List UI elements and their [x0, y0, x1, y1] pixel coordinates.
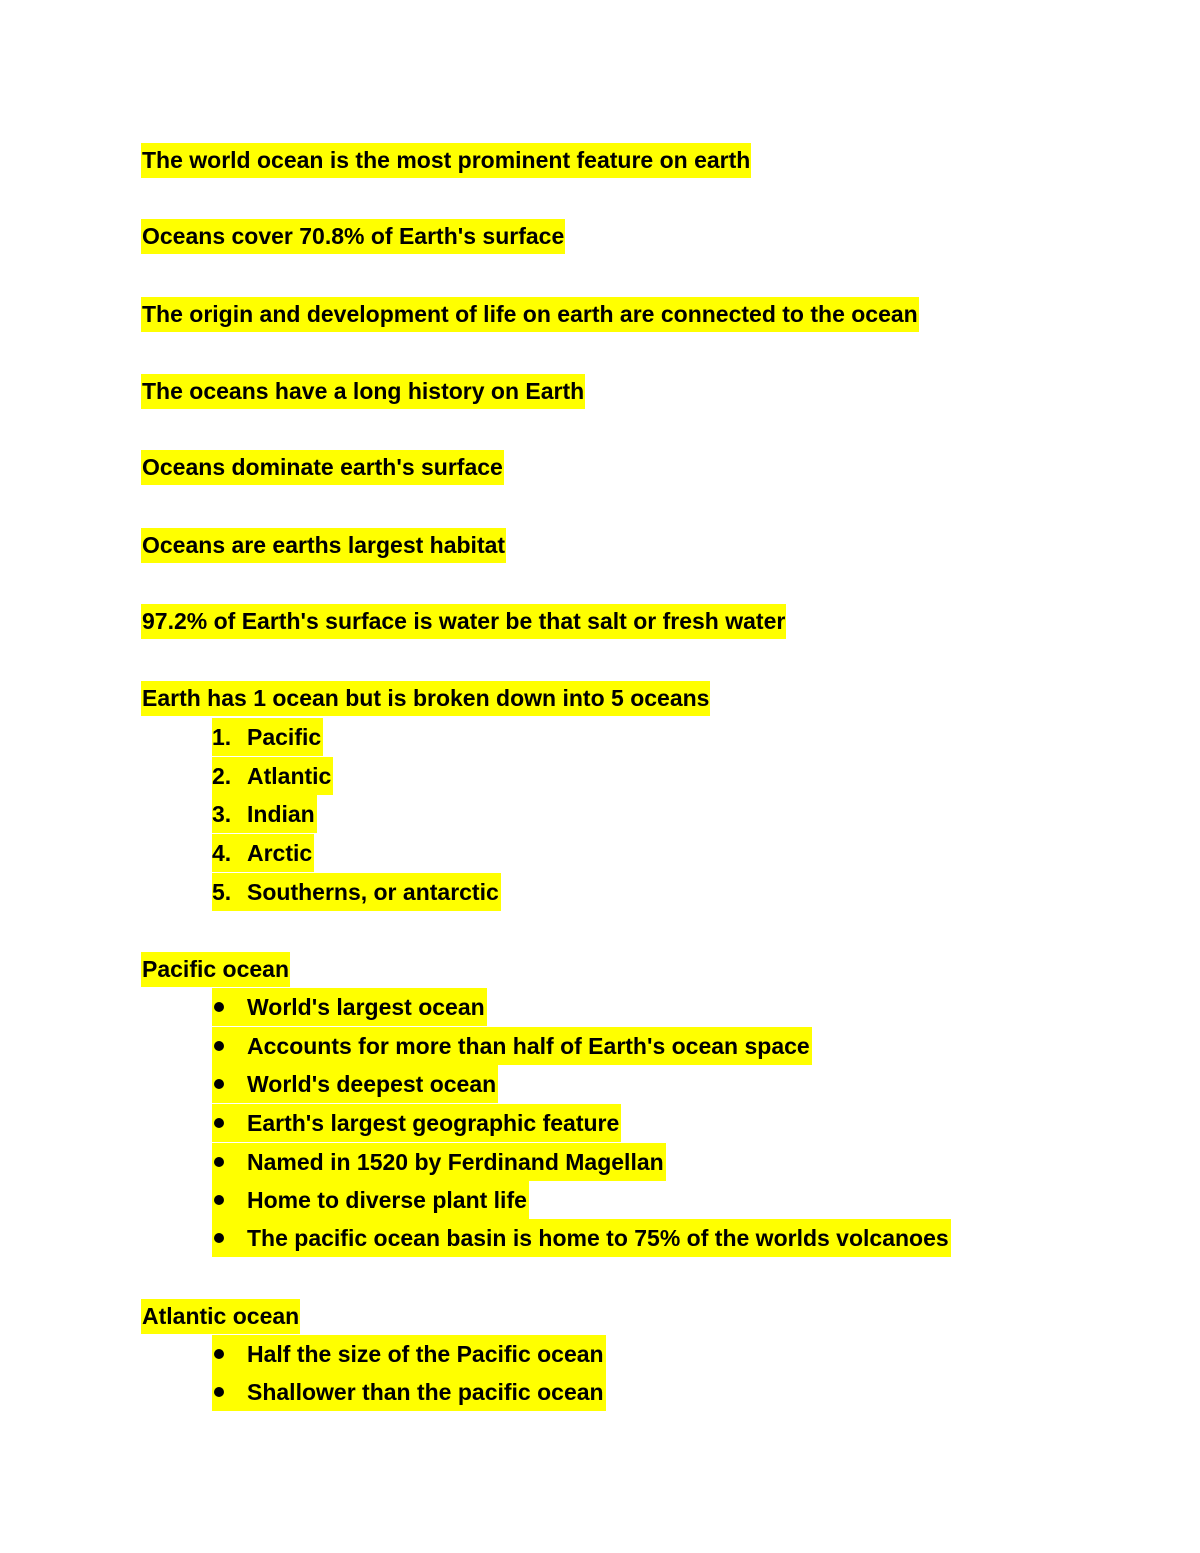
intro-line-3: The origin and development of life on earth are connected to the ocean	[141, 295, 919, 333]
bullet-icon	[214, 1349, 224, 1359]
list-text: Indian	[247, 801, 315, 827]
pacific-bullet: Accounts for more than half of Earth's ocean space	[212, 1027, 812, 1065]
list-text: Arctic	[247, 840, 313, 866]
list-text: Atlantic	[247, 763, 332, 789]
pacific-bullet: The pacific ocean basin is home to 75% of the worlds volcanoes	[212, 1219, 951, 1257]
bullet-icon	[214, 1041, 224, 1051]
intro-line-8: Earth has 1 ocean but is broken down into 5 oceans	[141, 679, 710, 717]
list-number: 1.	[212, 724, 232, 750]
bullet-icon	[214, 1157, 224, 1167]
intro-line-2: Oceans cover 70.8% of Earth's surface	[141, 217, 565, 255]
ocean-list-item	[212, 834, 314, 872]
pacific-bullet: Home to diverse plant life	[212, 1181, 529, 1219]
pacific-bullet: Earth's largest geographic feature	[212, 1104, 621, 1142]
bullet-icon	[214, 1195, 224, 1205]
intro-line-4: The oceans have a long history on Earth	[141, 372, 585, 410]
bullet-icon	[214, 1079, 224, 1089]
ocean-list-item	[212, 757, 333, 795]
atlantic-bullet: Shallower than the pacific ocean	[212, 1373, 606, 1411]
list-number: 3.	[212, 801, 232, 827]
list-number: 2.	[212, 763, 232, 789]
pacific-bullet: Named in 1520 by Ferdinand Magellan	[212, 1143, 666, 1181]
list-text: Southerns, or antarctic	[247, 879, 499, 905]
bullet-icon	[214, 1387, 224, 1397]
pacific-heading: Pacific ocean	[141, 950, 290, 988]
list-number: 4.	[212, 840, 232, 866]
bullet-icon	[214, 1118, 224, 1128]
intro-line-5: Oceans dominate earth's surface	[141, 448, 504, 486]
list-text: Pacific	[247, 724, 322, 750]
bullet-icon	[214, 1233, 224, 1243]
pacific-bullet: World's deepest ocean	[212, 1065, 498, 1103]
intro-line-7: 97.2% of Earth's surface is water be that salt or fresh water	[141, 602, 786, 640]
intro-line-6: Oceans are earths largest habitat	[141, 526, 506, 564]
ocean-list-item	[212, 795, 317, 833]
list-number: 5.	[212, 879, 232, 905]
ocean-list-item	[212, 873, 501, 911]
pacific-bullet: World's largest ocean	[212, 988, 487, 1026]
atlantic-heading: Atlantic ocean	[141, 1297, 300, 1335]
ocean-list-item	[212, 718, 323, 756]
bullet-icon	[214, 1002, 224, 1012]
atlantic-bullet: Half the size of the Pacific ocean	[212, 1335, 606, 1373]
intro-line-1: The world ocean is the most prominent feature on earth	[141, 141, 751, 179]
